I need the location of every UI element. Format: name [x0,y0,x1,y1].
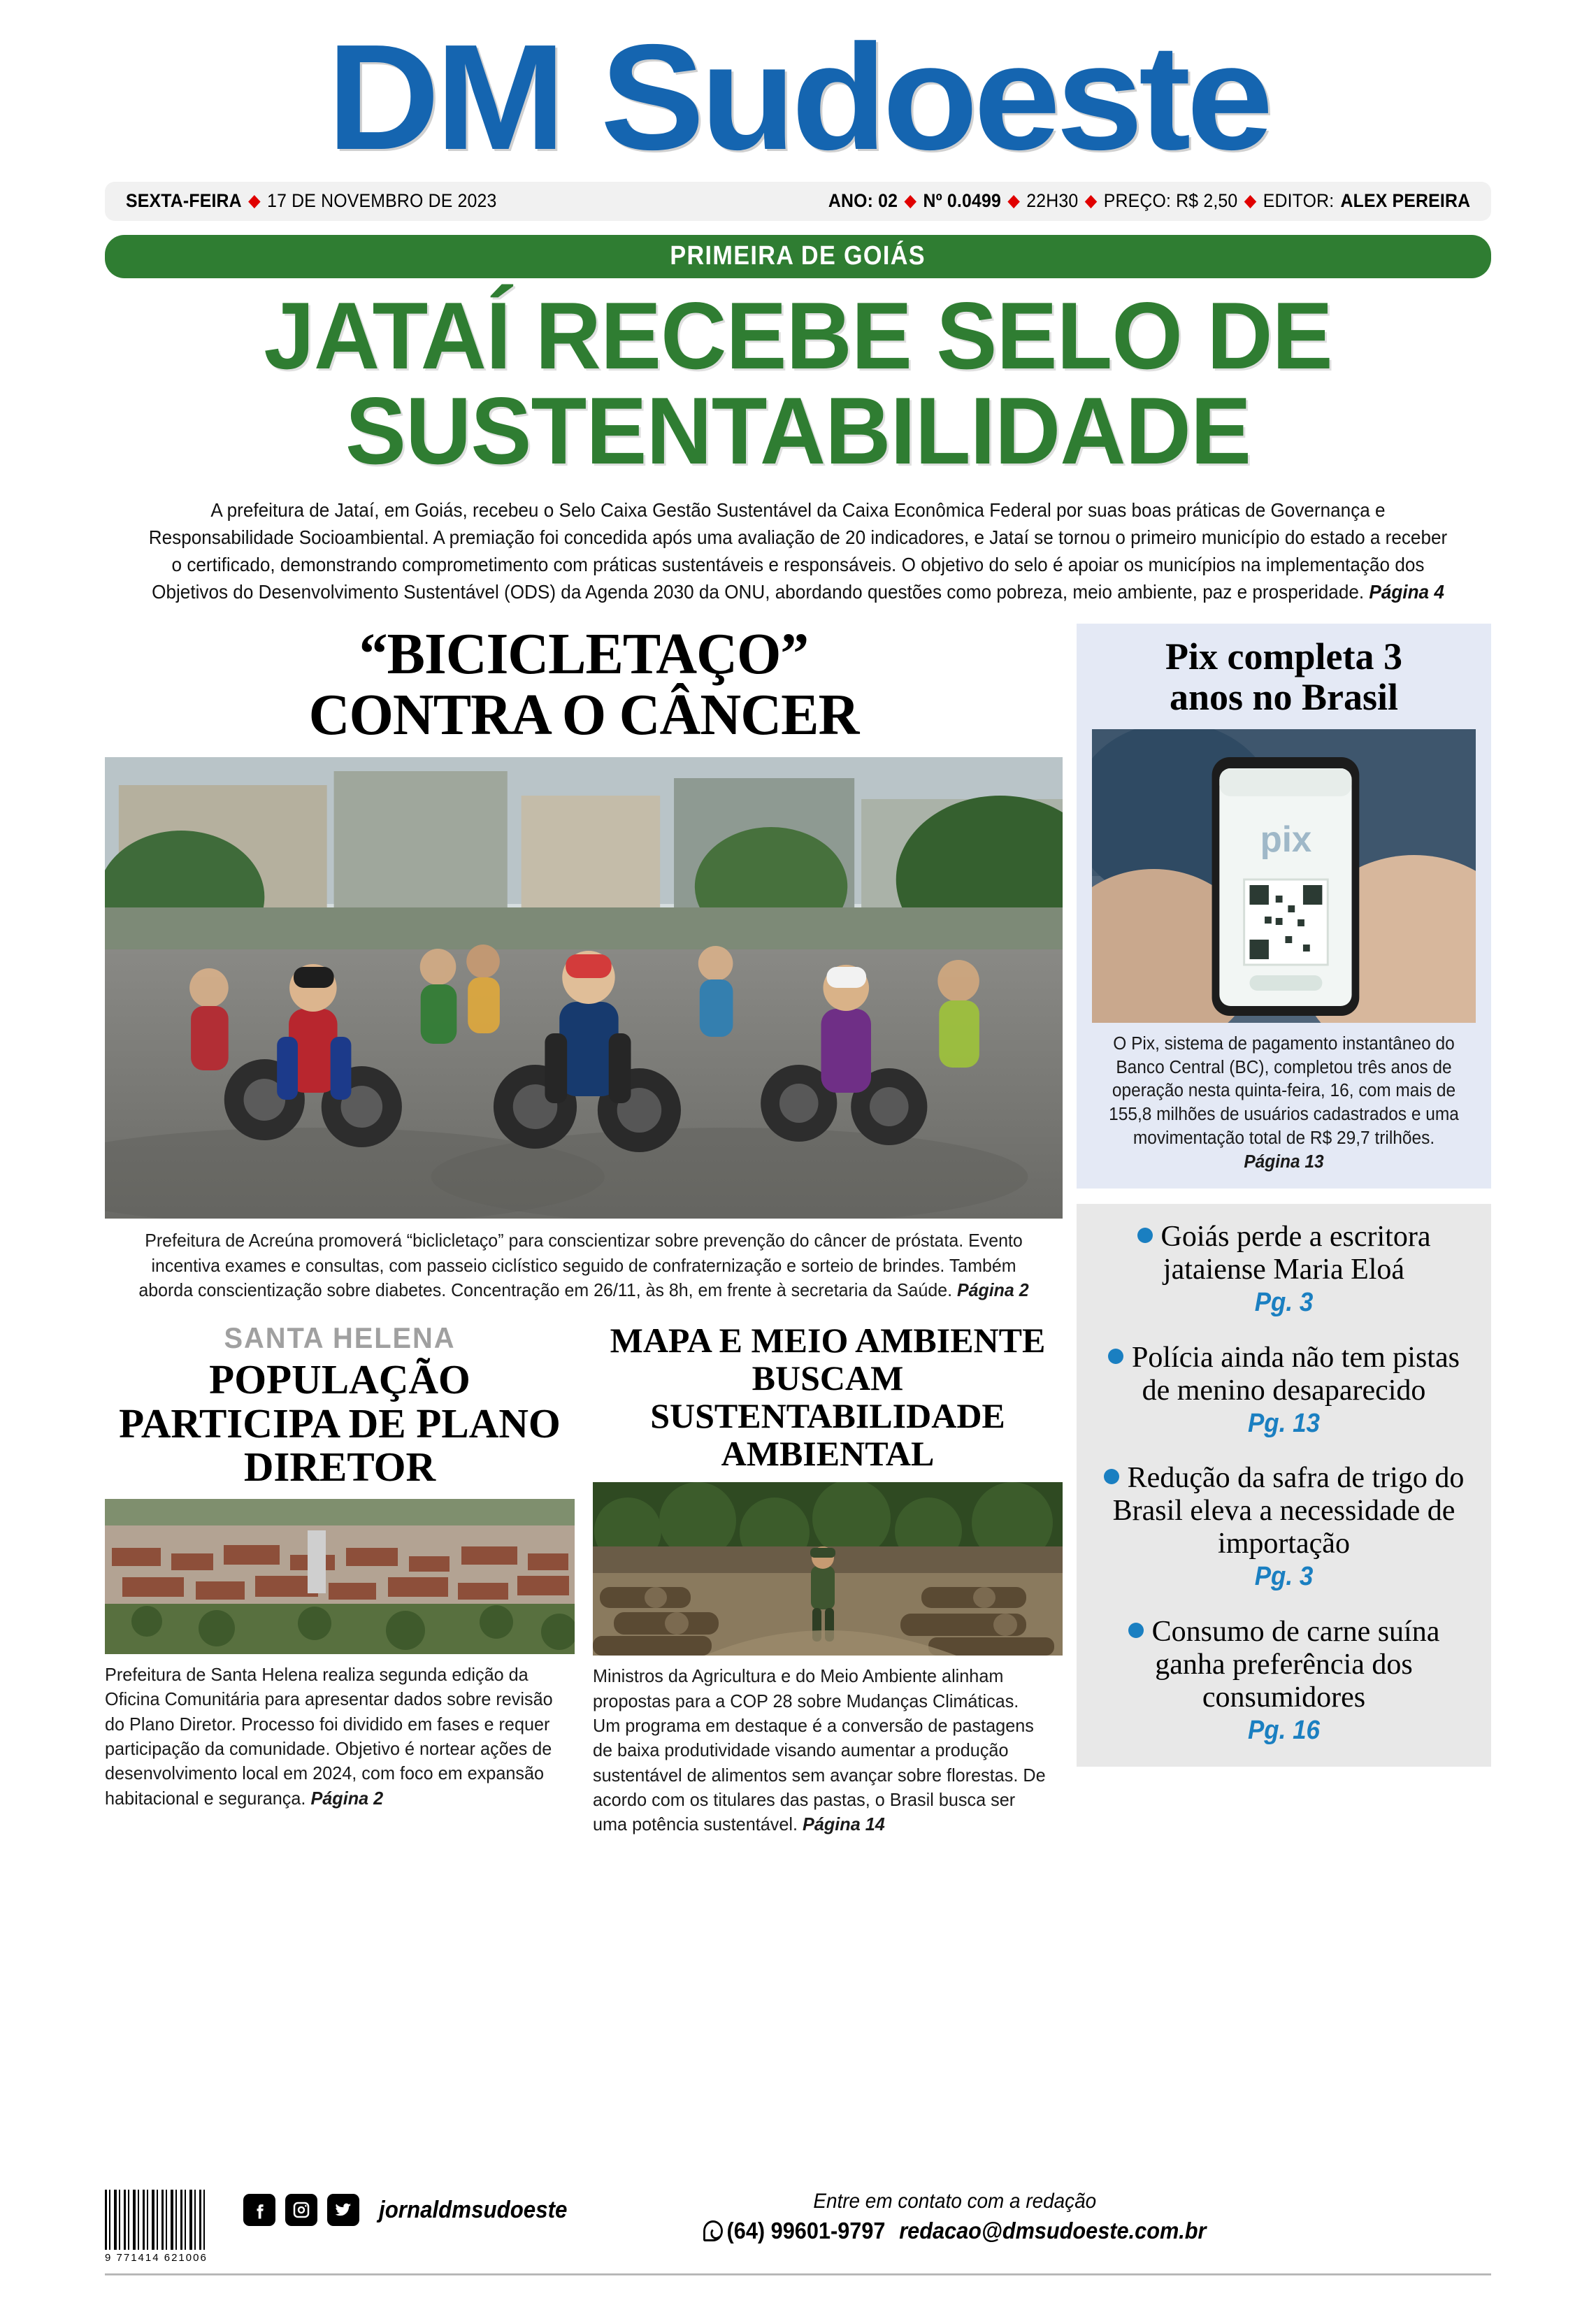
pix-body: O Pix, sistema de pagamento instantâneo do Banco Central (BC), completou três anos de operação nesta quinta-feira, 16, com mais de 155,8 milhões de usuários cadastrados e uma movimentação total de R$ 29,7 trilhões. [1109,1033,1459,1149]
barcode-digits: 9 771414 621006 [105,2252,208,2264]
lower-columns [105,1321,1063,1837]
logo-sudoeste: Sudoeste [600,13,1270,181]
list-item[interactable] [1091,1342,1477,1439]
numero-label: Nº 0.0499 [923,190,1001,212]
right-column [1077,624,1491,1837]
svg-text:pix: pix [1260,818,1312,859]
footer-divider [105,2274,1491,2276]
contact-phone[interactable]: (64) 99601-9797 [727,2218,886,2243]
diamond-icon: ◆ [1244,191,1257,211]
footer [105,2190,1491,2276]
masthead [0,0,1596,181]
list-item[interactable] [1091,1462,1477,1592]
main-headline [133,282,1464,484]
contact-block [684,2190,1491,2244]
barcode-icon [105,2190,210,2264]
list-item[interactable] [1091,1616,1477,1746]
brief-text: Goiás perde a escritora jataiense Maria Eloá [1160,1221,1431,1286]
whatsapp-icon [704,2220,724,2241]
section-banner [105,235,1491,278]
preco-label: PREÇO: R$ 2,50 [1103,190,1238,212]
social-handle[interactable]: jornaldmsudoeste [379,2196,568,2223]
aerial-city-photo [105,1499,575,1654]
brief-page-ref[interactable]: Pg. 16 [1247,1716,1320,1745]
instagram-icon[interactable] [285,2194,317,2226]
mapa-text [593,1664,1049,1837]
mapa-body: Ministros da Agricultura e do Meio Ambiente alinham propostas para a COP 28 sobre Mudanças Climáticas. Um programa em destaque é a conversão de pastagens de baixa produtividade visando aumentar a produção sustentável de alimentos sem avançar sobre florestas. De acordo com os titulares das pastas, o Brasil busca ser uma potência sustentável. [593,1665,1046,1835]
brief-page-ref[interactable]: Pg. 3 [1254,1288,1314,1318]
diamond-icon: ◆ [248,191,261,211]
brief-page-ref[interactable]: Pg. 3 [1254,1562,1314,1592]
date-group [126,190,497,212]
twitter-icon[interactable] [327,2194,359,2226]
body-columns [105,621,1491,1837]
list-item[interactable] [1091,1221,1477,1318]
newspaper-logo [77,13,1518,181]
brief-page-ref[interactable]: Pg. 13 [1247,1408,1320,1438]
bicicletaco-page-ref[interactable]: Página 2 [956,1279,1029,1301]
edition-group [828,190,1470,212]
pix-page-ref[interactable]: Página 13 [1244,1152,1324,1172]
ano-label: ANO: 02 [828,190,898,212]
hora-label: 22H30 [1026,190,1079,212]
bullet-dot-icon [1108,1349,1123,1364]
left-column [105,621,1063,1837]
brief-text: Redução da safra de trigo do Brasil eleva a necessidade de importação [1112,1462,1465,1560]
mapa-article [593,1321,1063,1837]
bicicletaco-headline [120,621,1049,748]
logo-dm: DM [326,13,561,181]
santa-helena-kicker: SANTA HELENA [224,1321,456,1355]
bullet-dot-icon [1137,1228,1153,1243]
date-label: 17 DE NOVEMBRO DE 2023 [267,190,497,212]
main-lead-paragraph [146,496,1450,605]
social-links [243,2194,584,2226]
main-headline-line2: SUSTENTABILIDADE [345,377,1251,484]
editor-name: ALEX PEREIRA [1340,190,1470,212]
main-headline-line1: JATAÍ RECEBE SELO DE [264,282,1332,389]
contact-intro: Entre em contato com a redação [813,2190,1097,2213]
bullet-dot-icon [1128,1623,1144,1638]
bicicletaco-headline-line2: CONTRA O CÂNCER [308,682,859,748]
contact-email[interactable]: redacao@dmsudoeste.com.br [899,2218,1207,2243]
mapa-headline: MAPA E MEIO AMBIENTE BUSCAM SUSTENTABILIDADE AMBIENTAL [610,1321,1046,1474]
facebook-icon[interactable] [243,2194,275,2226]
bullet-dot-icon [1104,1469,1119,1484]
pix-phone-photo [1092,729,1476,1023]
santa-helena-article [105,1321,575,1837]
bicicletaco-caption [124,1228,1043,1304]
main-lead-text: A prefeitura de Jataí, em Goiás, recebeu o Selo Caixa Gestão Sustentável da Caixa Econômica Federal por suas boas práticas de Governança e Responsabilidade Socioambiental. A premiação foi concedida após uma avaliação de 20 indicadores, e Jataí se tornou o primeiro município do estado a receber o certificado, demonstrando comprometimento com práticas sustentáveis e responsáveis. O objetivo do selo é apoiar os municípios na implementação dos Objetivos do Desenvolvimento Sustentável (ODS) da Agenda 2030 da ONU, abordando questões como pobreza, meio ambiente, paz e prosperidade. [148,498,1448,603]
masthead-info-bar [105,182,1491,221]
santa-helena-headline: POPULAÇÃO PARTICIPA DE PLANO DIRETOR [119,1356,561,1491]
santa-helena-text [105,1663,561,1811]
logging-forest-photo [593,1482,1063,1656]
weekday-label: SEXTA-FEIRA [126,190,242,212]
barcode-bars [105,2190,207,2250]
cyclists-photo [105,757,1063,1219]
diamond-icon: ◆ [1007,191,1020,211]
brief-text: Consumo de carne suína ganha preferência dos consumidores [1151,1615,1440,1714]
diamond-icon: ◆ [904,191,916,211]
section-banner-label: PRIMEIRA DE GOIÁS [670,241,926,271]
mapa-page-ref[interactable]: Página 14 [803,1814,885,1835]
pix-title-line2: anos no Brasil [1169,676,1399,719]
bicicletaco-caption-text: Prefeitura de Acreúna promoverá “biclicletaço” para conscientizar sobre prevenção do câncer de próstata. Evento incentiva exames e consultas, com passeio ciclístico seguido de confraternização e sorteio de brindes. Também aborda conscientização sobre diabetes. Concentração em 26/11, às 8h, em frente à secretaria da Saúde. [138,1229,1023,1301]
briefs-box [1077,1204,1491,1767]
bicicletaco-headline-line1: “BICICLETAÇO” [359,621,809,687]
main-lead-page-ref[interactable]: Página 4 [1369,580,1444,603]
pix-title-line1: Pix completa 3 [1165,635,1402,677]
pix-title [1092,636,1476,718]
pix-box [1077,624,1491,1189]
diamond-icon: ◆ [1084,191,1098,211]
contact-details [704,2218,1207,2244]
pix-text [1100,1033,1468,1175]
santa-helena-body: Prefeitura de Santa Helena realiza segunda edição da Oficina Comunitária para apresentar dados sobre revisão do Plano Diretor. Processo foi dividido em fases e requer participação da comunidade. Objetivo é nortear ações de desenvolvimento local em 2024, com foco em expansão habitacional e segurança. [105,1663,553,1809]
editor-label: EDITOR: [1263,190,1335,212]
brief-text: Polícia ainda não tem pistas de menino desaparecido [1132,1341,1460,1407]
santa-helena-page-ref[interactable]: Página 2 [310,1787,384,1809]
